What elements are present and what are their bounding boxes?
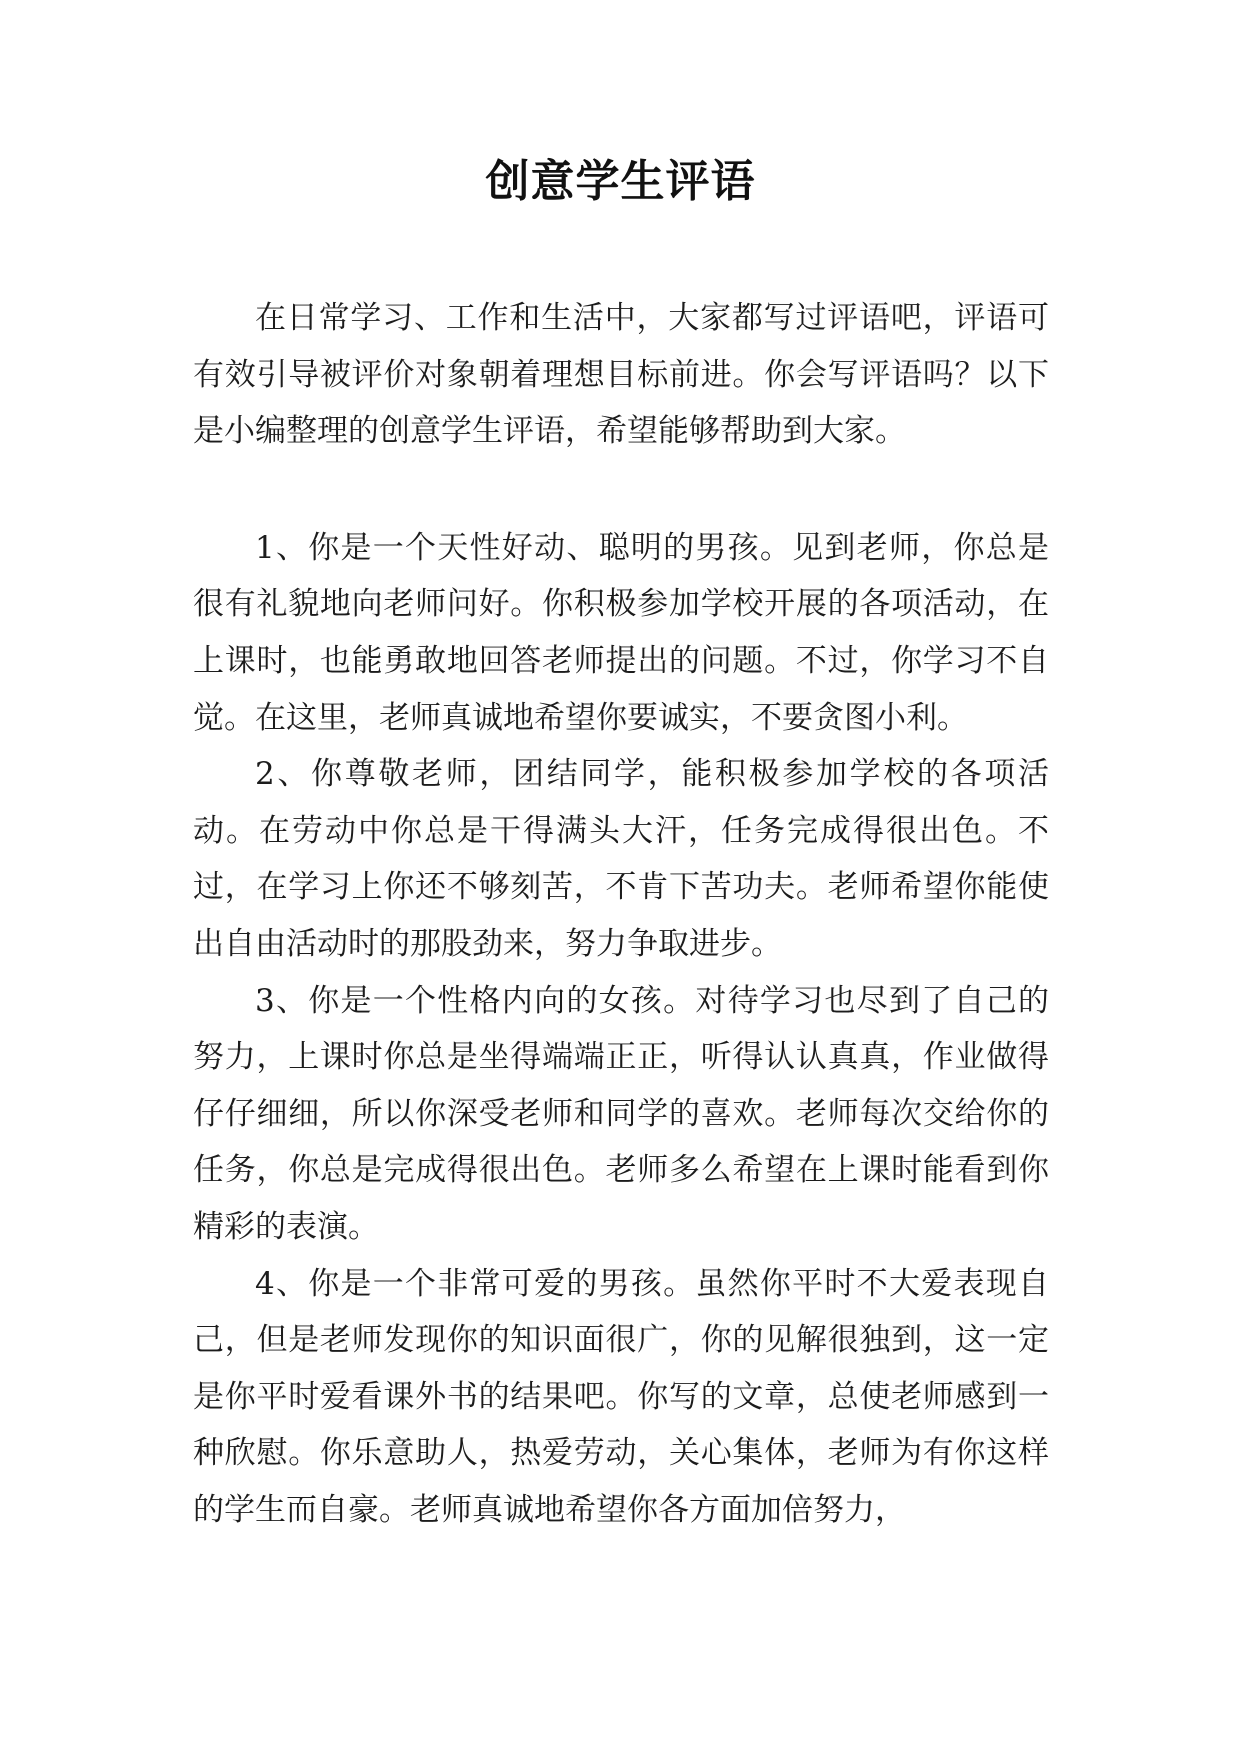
comment-paragraph-1: 1、你是一个天性好动、聪明的男孩。见到老师，你总是很有礼貌地向老师问好。你积极参加学校开展的各项活动，在上课时，也能勇敢地回答老师提出的问题。不过，你学习不自觉。在这里，老师真诚地希望你要诚实，不要贪图小利。: [193, 529, 1049, 736]
comment-paragraph-3: 3、你是一个性格内向的女孩。对待学习也尽到了自己的努力，上课时你总是坐得端端正正，听得认认真真，作业做得仔仔细细，所以你深受老师和同学的喜欢。老师每次交给你的任务，你总是完成得很出色。老师多么希望在上课时能看到你精彩的表演。: [193, 982, 1049, 1245]
comment-paragraph-4: 4、你是一个非常可爱的男孩。虽然你平时不大爱表现自己，但是老师发现你的知识面很广，你的见解很独到，这一定是你平时爱看课外书的结果吧。你写的文章，总使老师感到一种欣慰。你乐意助人，热爱劳动，关心集体，老师为有你这样的学生而自豪。老师真诚地希望你各方面加倍努力，: [193, 1265, 1049, 1528]
intro-paragraph: 在日常学习、工作和生活中，大家都写过评语吧，评语可有效引导被评价对象朝着理想目标前进。你会写评语吗？以下是小编整理的创意学生评语，希望能够帮助到大家。: [193, 300, 1049, 450]
document-body: [193, 290, 1049, 1538]
comment-paragraph-2: 2、你尊敬老师，团结同学，能积极参加学校的各项活动。在劳动中你总是干得满头大汗，任务完成得很出色。不过，在学习上你还不够刻苦，不肯下苦功夫。老师希望你能使出自由活动时的那股劲来，努力争取进步。: [193, 756, 1049, 962]
document-title: 创意学生评语: [485, 156, 756, 207]
